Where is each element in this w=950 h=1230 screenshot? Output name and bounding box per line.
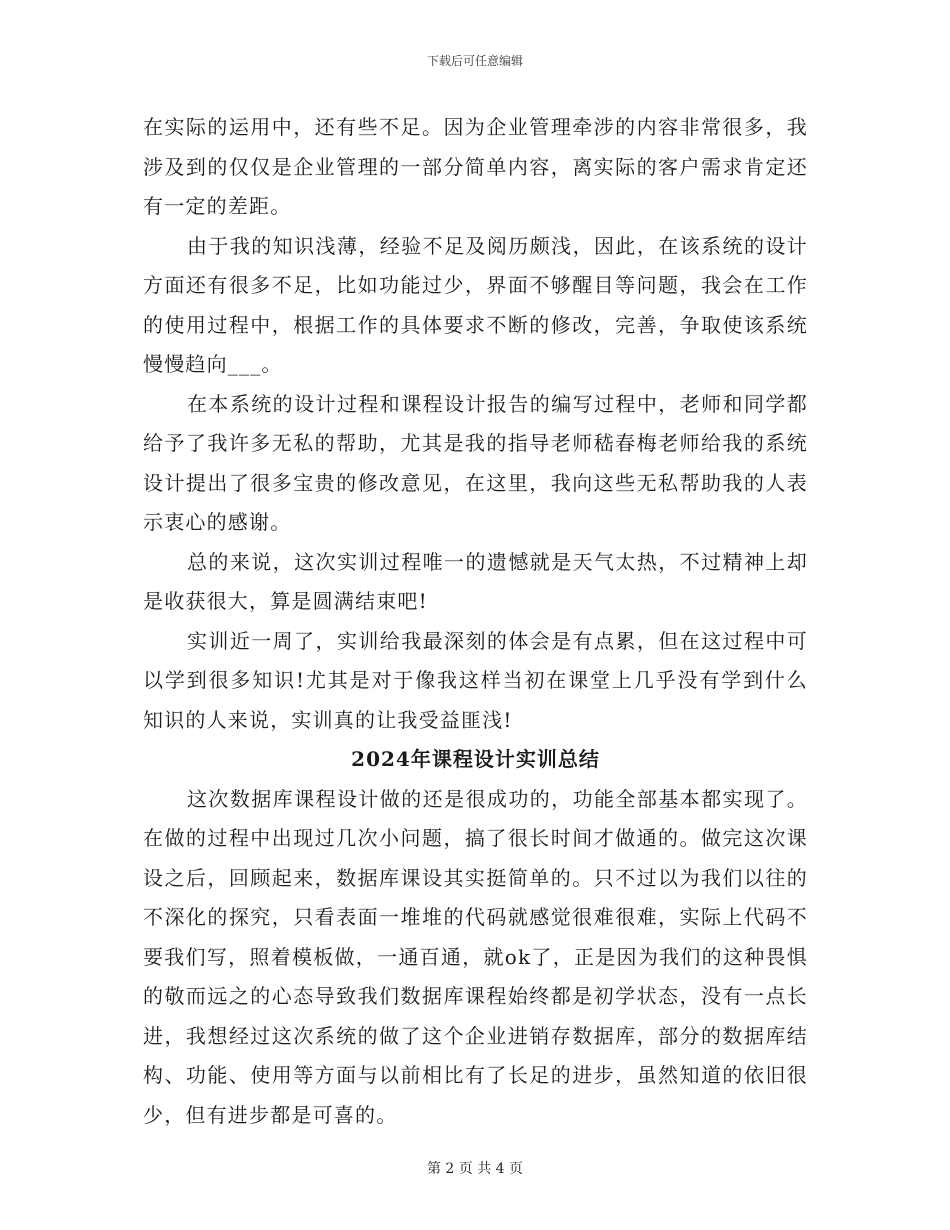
page-header: 下载后可任意编辑 xyxy=(426,54,523,68)
paragraph: 在本系统的设计过程和课程设计报告的编写过程中，老师和同学都给予了我许多无私的帮助，尤其是我的指导老师嵇春梅老师给我的系统设计提出了很多宝贵的修改意见，在这里，我向这些无私帮助我的人表示衷心的感谢。 xyxy=(143,391,808,534)
page-footer: 第 2 页 共 4 页 xyxy=(426,1161,524,1177)
section-title: 2024年课程设计实训总结 xyxy=(351,747,600,771)
paragraph: 由于我的知识浅薄，经验不足及阅历颇浅，因此，在该系统的设计方面还有很多不足，比如功能过少，界面不够醒目等问题，我会在工作的使用过程中，根据工作的具体要求不断的修改，完善，争取使该系统慢慢趋向___。 xyxy=(143,233,808,376)
paragraph: 这次数据库课程设计做的还是很成功的，功能全部基本都实现了。在做的过程中出现过几次小问题，搞了很长时间才做通的。做完这次课设之后，回顾起来，数据库课设其实挺简单的。只不过以为我们以往的不深化的探究，只看表面一堆堆的代码就感觉很难很难，实际上代码不要我们写，照着模板做，一通百通，就ok了，正是因为我们的这种畏惧的敬而远之的心态导致我们数据库课程始终都是初学状态，没有一点长进，我想经过这次系统的做了这个企业进销存数据库，部分的数据库结构、功能、使用等方面与以前相比有了长足的进步，虽然知道的依旧很少，但有进步都是可喜的。 xyxy=(143,786,808,1127)
paragraph: 在实际的运用中，还有些不足。因为企业管理牵涉的内容非常很多，我涉及到的仅仅是企业管理的一部分简单内容，离实际的客户需求肯定还有一定的差距。 xyxy=(143,115,808,218)
paragraph: 实训近一周了，实训给我最深刻的体会是有点累，但在这过程中可以学到很多知识!尤其是对于像我这样当初在课堂上几乎没有学到什么知识的人来说，实训真的让我受益匪浅! xyxy=(143,628,808,732)
paragraph: 总的来说，这次实训过程唯一的遗憾就是天气太热，不过精神上却是收获很大，算是圆满结束吧! xyxy=(143,549,808,613)
document-body xyxy=(143,108,808,1135)
